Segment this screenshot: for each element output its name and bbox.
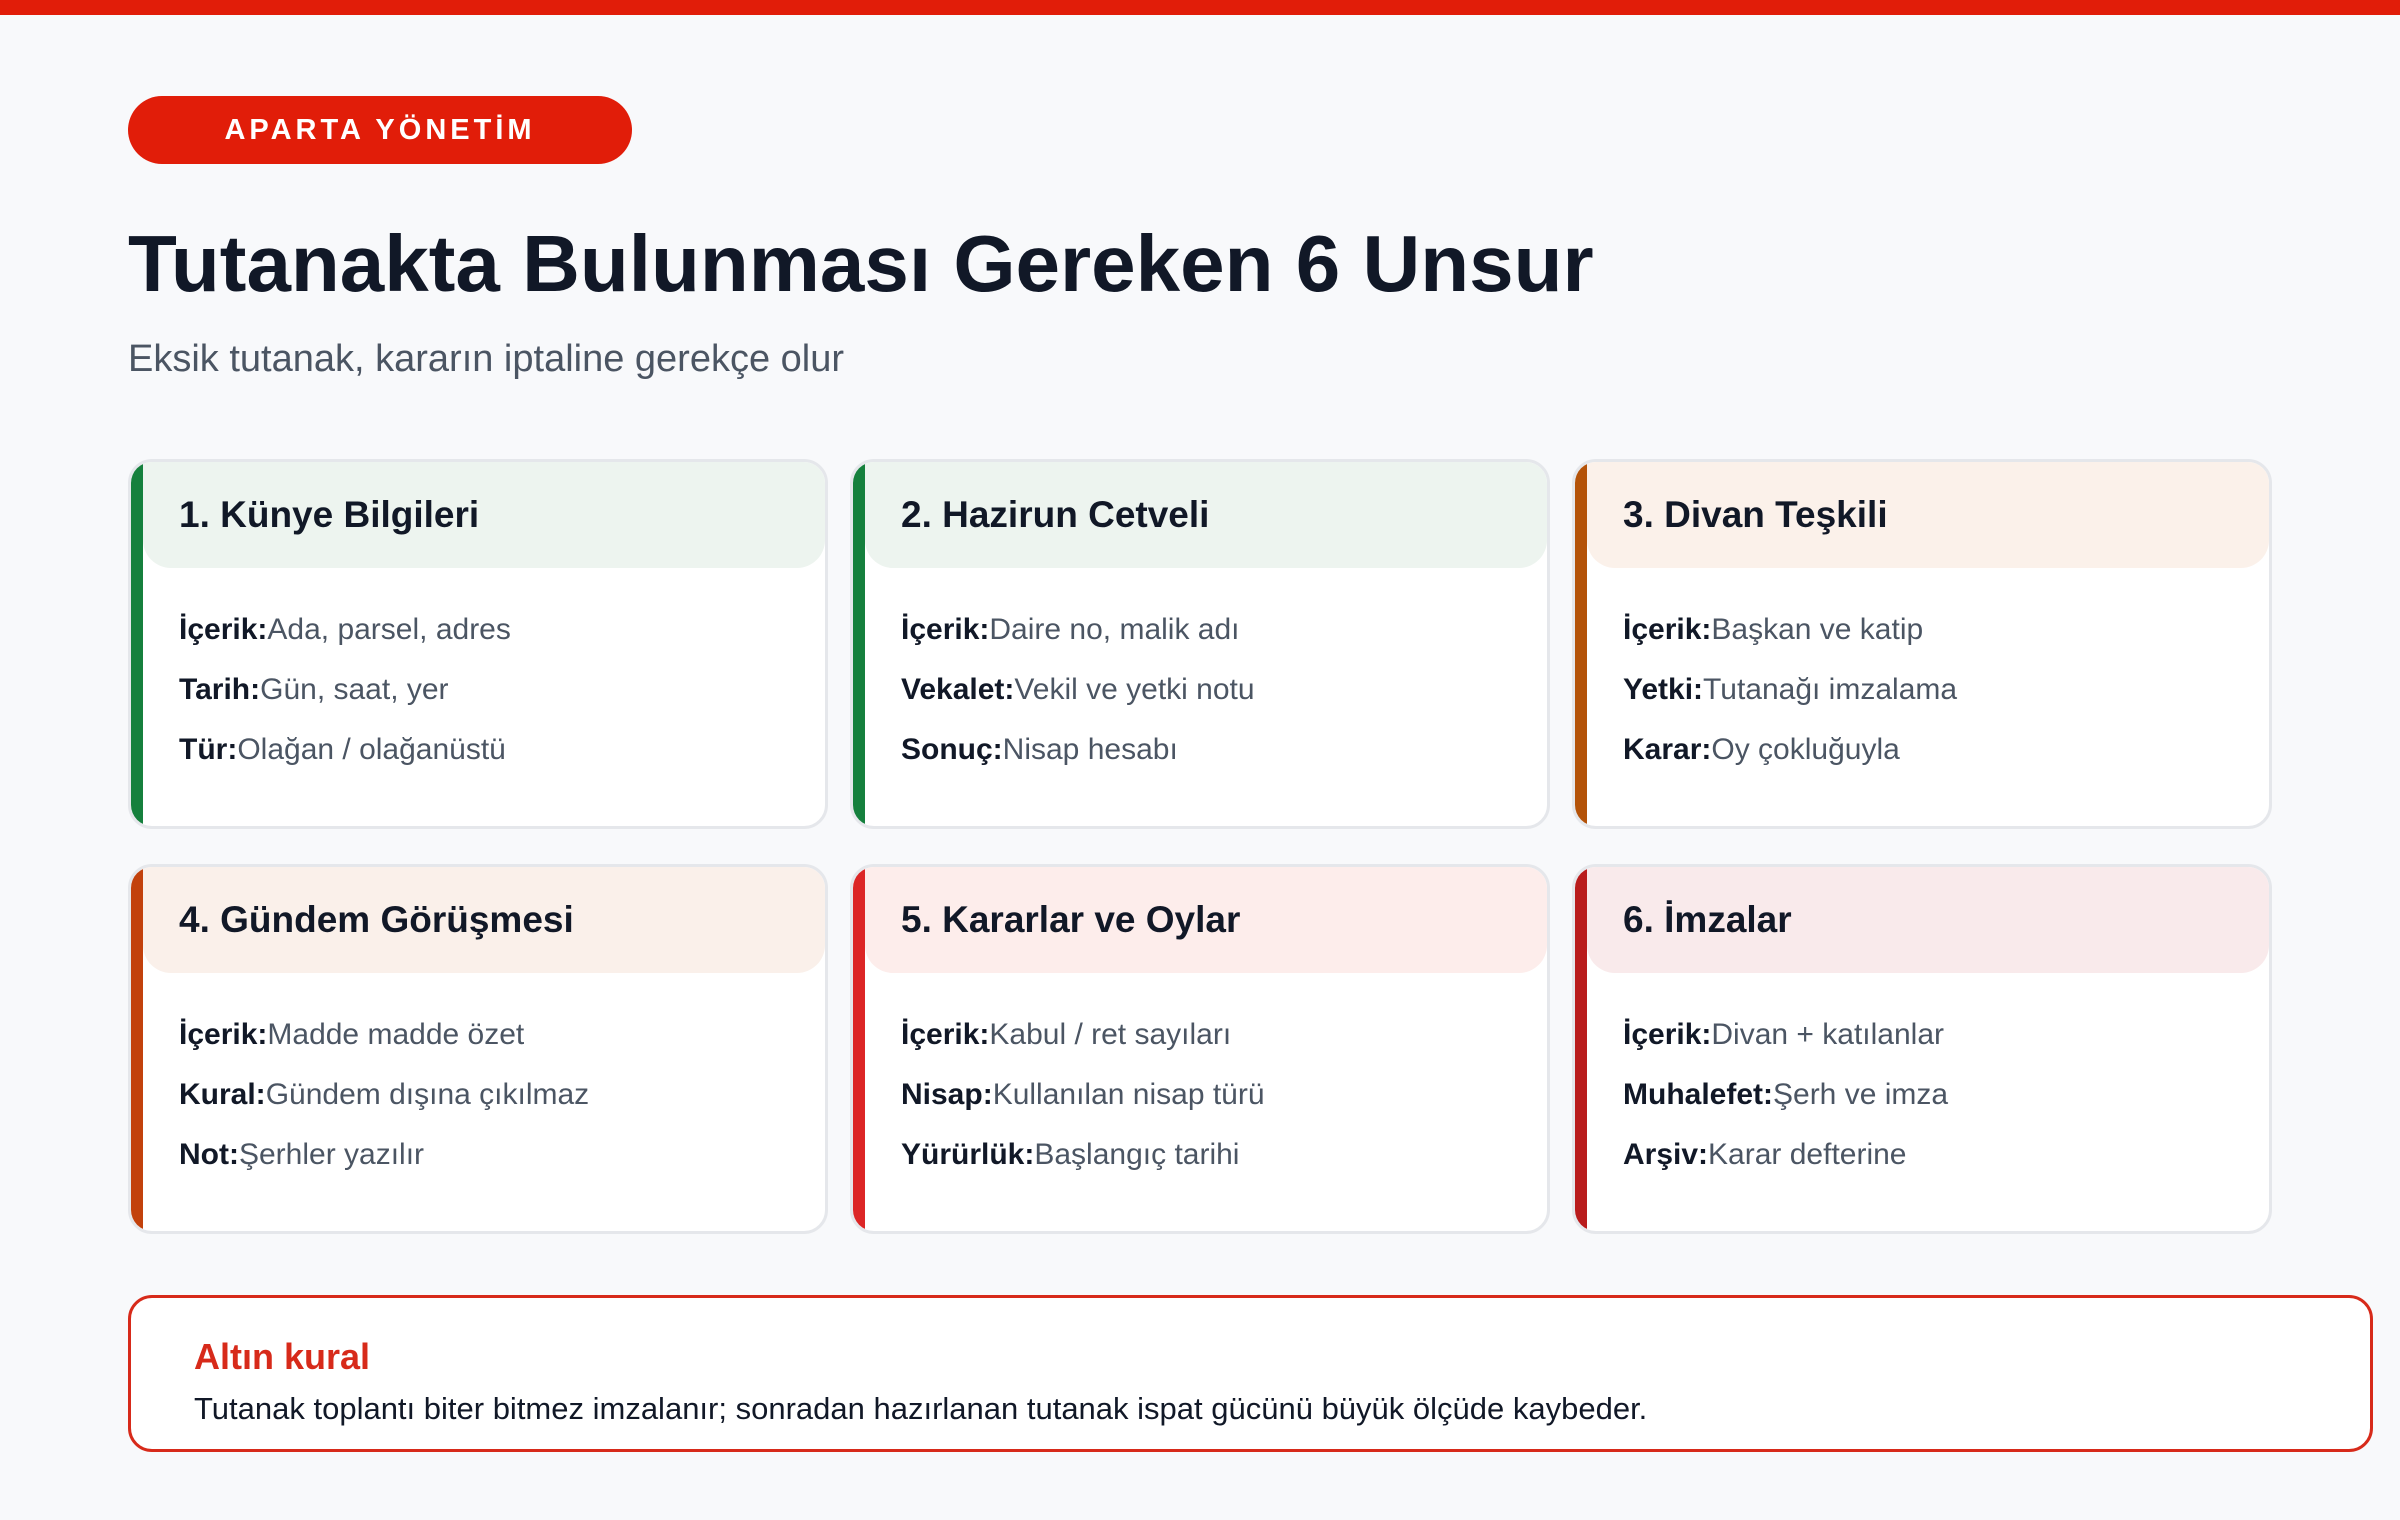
card-title: 4. Gündem Görüşmesi [143,867,825,973]
row-key: Kural: [179,1078,266,1111]
page-title: Tutanakta Bulunması Gereken 6 Unsur [128,219,1594,308]
card-row [1623,730,2269,770]
card-accent-stripe [1575,462,1587,826]
page-subtitle: Eksik tutanak, kararın iptaline gerekçe olur [128,338,845,380]
row-value: Tutanağı imzalama [1703,673,1958,706]
element-card [128,864,828,1234]
row-key: Yürürlük: [901,1138,1035,1171]
card-row [901,730,1547,770]
card-row [901,1075,1547,1115]
card-row [1623,610,2269,650]
row-key: Karar: [1623,733,1712,766]
card-body [131,568,825,770]
row-key: İçerik: [1623,1018,1712,1051]
row-key: Muhalefet: [1623,1078,1773,1111]
brand-badge: APARTA YÖNETİM [128,96,632,164]
row-value: Oy çokluğuyla [1711,733,1900,766]
card-title: 6. İmzalar [1587,867,2269,973]
card-row [901,610,1547,650]
callout-text: Tutanak toplantı biter bitmez imzalanır; sonradan hazırlanan tutanak ispat gücünü büyük ölçüde kaybeder. [194,1391,1648,1426]
row-value: Nisap hesabı [1002,733,1178,766]
row-key: Tür: [179,733,238,766]
golden-rule-callout [128,1295,2373,1452]
element-card [128,459,828,829]
row-key: Yetki: [1623,673,1704,706]
card-row [179,670,825,710]
row-value: Kabul / ret sayıları [989,1018,1232,1051]
element-card [1572,459,2272,829]
card-title: 2. Hazirun Cetveli [865,462,1547,568]
card-title: 1. Künye Bilgileri [143,462,825,568]
card-row [1623,1015,2269,1055]
card-row [179,1075,825,1115]
row-key: İçerik: [179,1018,268,1051]
row-key: Not: [179,1138,239,1171]
card-accent-stripe [131,462,143,826]
card-row [1623,1075,2269,1115]
card-row [179,1135,825,1175]
row-key: Tarih: [179,673,261,706]
card-body [1575,568,2269,770]
row-value: Gündem dışına çıkılmaz [265,1078,590,1111]
row-key: Vekalet: [901,673,1015,706]
row-key: Sonuç: [901,733,1003,766]
row-key: Nisap: [901,1078,993,1111]
top-accent-bar [0,0,2400,15]
row-key: Arşiv: [1623,1138,1709,1171]
card-row [179,730,825,770]
row-value: Başlangıç tarihi [1034,1138,1240,1171]
element-card [850,864,1550,1234]
card-accent-stripe [853,462,865,826]
card-body [853,973,1547,1175]
card-body [853,568,1547,770]
card-row [179,610,825,650]
card-row [1623,670,2269,710]
card-row [1623,1135,2269,1175]
row-key: İçerik: [901,613,990,646]
card-accent-stripe [131,867,143,1231]
card-body [131,973,825,1175]
row-value: Vekil ve yetki notu [1014,673,1255,706]
card-title: 5. Kararlar ve Oylar [865,867,1547,973]
row-value: Daire no, malik adı [989,613,1240,646]
row-value: Olağan / olağanüstü [237,733,506,766]
card-row [901,1135,1547,1175]
card-accent-stripe [1575,867,1587,1231]
row-value: Şerh ve imza [1773,1078,1949,1111]
row-key: İçerik: [1623,613,1712,646]
element-card [1572,864,2272,1234]
row-value: Başkan ve katip [1711,613,1924,646]
element-card [850,459,1550,829]
card-row [901,1015,1547,1055]
element-cards-grid [128,459,2272,1234]
row-key: İçerik: [901,1018,990,1051]
card-row [901,670,1547,710]
row-value: Ada, parsel, adres [267,613,511,646]
card-title: 3. Divan Teşkili [1587,462,2269,568]
row-value: Madde madde özet [267,1018,525,1051]
row-value: Divan + katılanlar [1711,1018,1945,1051]
row-value: Kullanılan nisap türü [992,1078,1265,1111]
row-value: Şerhler yazılır [238,1138,425,1171]
card-row [179,1015,825,1055]
row-value: Karar defterine [1708,1138,1907,1171]
row-value: Gün, saat, yer [260,673,449,706]
card-body [1575,973,2269,1175]
row-key: İçerik: [179,613,268,646]
card-accent-stripe [853,867,865,1231]
callout-title: Altın kural [194,1336,371,1377]
